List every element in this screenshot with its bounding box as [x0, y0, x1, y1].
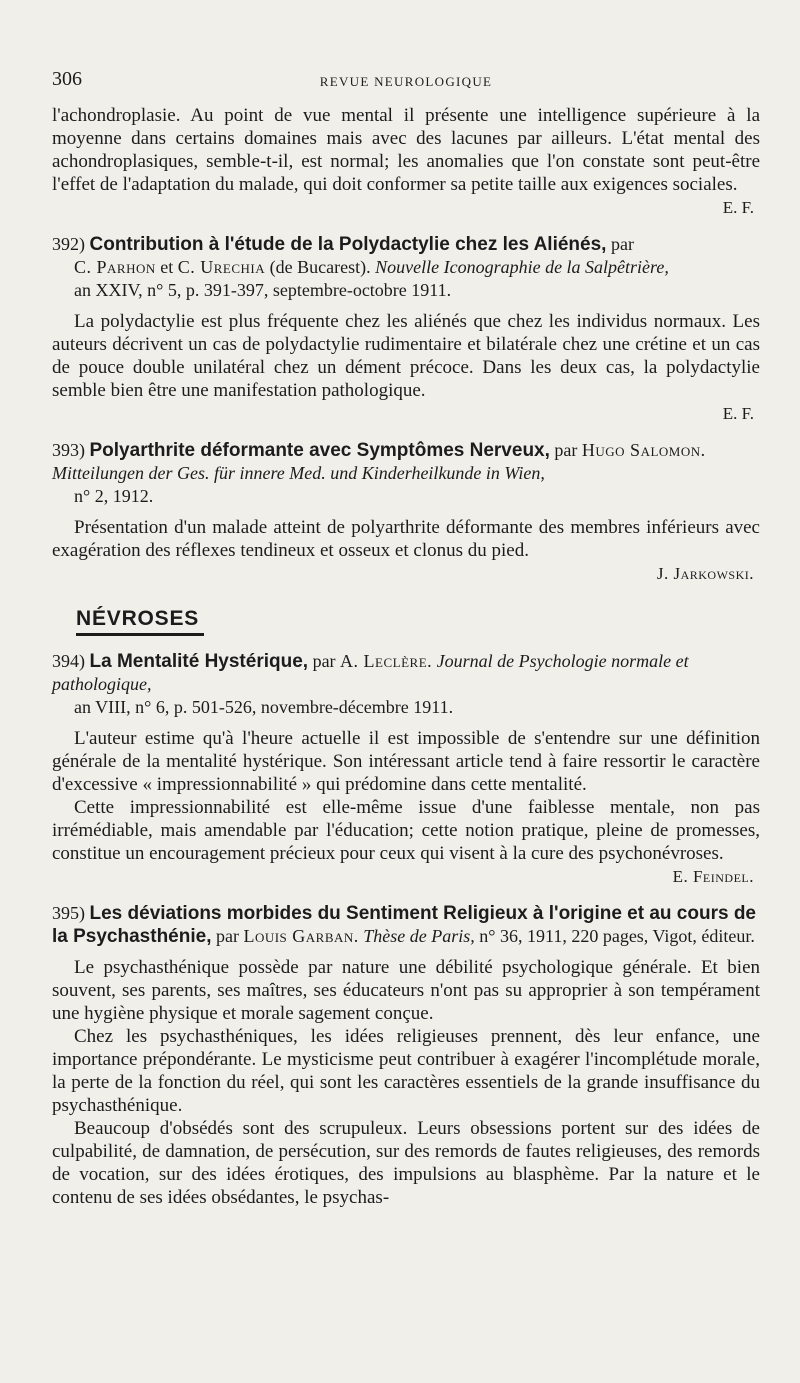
- entry-heading: [52, 902, 760, 948]
- review-entry-392: [52, 233, 760, 425]
- entry-number: 393): [52, 440, 85, 460]
- section-title: NÉVROSES: [76, 607, 200, 630]
- entry-title: La Mentalité Hystérique,: [89, 651, 309, 672]
- entry-number: 395): [52, 903, 85, 923]
- review-entry-395: [52, 902, 760, 1209]
- entry-body: La polydactylie est plus fréquente chez les aliénés que chez les individus normaux. Les auteurs décrivent un cas de polydactylie rudimentaire et bilatérale chez une crétine et un cas de pouce double unilatéral chez un dément précoce. Dans les deux cas, la polydactylie semble bien être une manifestation pathologique.: [52, 311, 760, 401]
- by-word: par: [312, 651, 336, 671]
- review-entry-394: [52, 650, 760, 888]
- entry-citation: an XXIV, n° 5, p. 391-397, septembre-octobre 1911.: [74, 280, 452, 300]
- page-number: 306: [52, 68, 82, 90]
- entry-author: Louis Garban.: [243, 926, 359, 946]
- entry-title: Polyarthrite déformante avec Symptômes Nerveux,: [89, 440, 550, 461]
- intro-review: [52, 104, 760, 219]
- entry-title: Contribution à l'étude de la Polydactylie chez les Aliénés,: [89, 234, 607, 255]
- entry-author: C. Urechia: [177, 257, 266, 277]
- entry-citation: n° 2, 1912.: [74, 486, 154, 506]
- entry-number: 392): [52, 234, 85, 254]
- entry-journal: Nouvelle Iconographie de la Salpêtrière,: [375, 257, 669, 277]
- entry-body: Chez les psychasthéniques, les idées religieuses prennent, dès leur enfance, une importance prépondérante. Le mysticisme peut contribuer à exagérer l'incomplétude morale, la perte de la fonction du réel, qui sont les caractères essentiels de la grande insuffisance du psychasthénique.: [52, 1026, 760, 1116]
- entry-body: Présentation d'un malade atteint de polyarthrite déformante des membres inférieurs avec exagération des réflexes tendineux et osseux et clonus du pied.: [52, 517, 760, 561]
- by-word: par: [554, 440, 578, 460]
- entry-citation: an VIII, n° 6, p. 501-526, novembre-décembre 1911.: [74, 697, 454, 717]
- entry-body: Cette impressionnabilité est elle-même issue d'une faiblesse mentale, non pas irrémédiable, mais amendable par l'éducation; cette notion pratique, pleine de promesses, constitue un encouragement précieux pour ceux qui visent à la cure des psychonévroses.: [52, 797, 760, 864]
- entry-title: Les déviations morbides du Sentiment Religieux à l'origine et au cours de la Psychasthénie,: [52, 903, 757, 947]
- entry-body: Le psychasthénique possède par nature une débilité psychologique générale. Et bien souvent, ses parents, ses maîtres, ses éducateurs n'ont pas su approprier à son tempérament une hygiène physique et morale sagement conçue.: [52, 957, 760, 1024]
- entry-number: 394): [52, 651, 85, 671]
- entry-journal: Mitteilungen der Ges. für innere Med. und Kinderheilkunde in Wien,: [52, 463, 545, 483]
- intro-signature: E. F.: [722, 198, 754, 217]
- entry-author: A. Leclère.: [340, 651, 433, 671]
- entry-author: C. Parhon: [74, 257, 156, 277]
- entry-heading: [52, 650, 760, 719]
- entry-heading: [52, 233, 760, 302]
- entry-journal: Journal de Psychologie normale et pathologique,: [52, 651, 689, 694]
- by-word: par: [610, 234, 634, 254]
- and-word: et: [160, 257, 174, 277]
- intro-text: l'achondroplasie. Au point de vue mental il présente une intelligence supérieure à la moyenne dans certains domaines mais avec des lacunes par ailleurs. L'état mental des achondroplasiques, semble-t-il, est normal; les anomalies que l'on constate sont peut-être l'effet de l'adaptation du malade, qui doit conformer sa petite taille aux exigences sociales.: [52, 105, 760, 195]
- page-header: [52, 68, 760, 94]
- entry-signature: J. Jarkowski.: [656, 564, 754, 583]
- entry-author: Hugo Salomon.: [581, 440, 706, 460]
- section-heading: [52, 607, 760, 636]
- by-word: par: [215, 926, 239, 946]
- entry-journal: Thèse de Paris,: [363, 926, 475, 946]
- section-underline: [76, 633, 204, 636]
- entry-heading: [52, 439, 760, 508]
- journal-page: [52, 68, 760, 1209]
- entry-body: Beaucoup d'obsédés sont des scrupuleux. Leurs obsessions portent sur des idées de culpabilité, de damnation, de persécution, sur des remords de fautes religieuses, des remords de vocation, sur des idées érotiques, des impulsions au blasphème. Par la nature et le contenu de ses idées obsédantes, le psychas-: [52, 1118, 760, 1208]
- review-entry-393: [52, 439, 760, 585]
- entry-body: L'auteur estime qu'à l'heure actuelle il est impossible de s'entendre sur une définition générale de la mentalité hystérique. Son intéressant article tend à faire ressortir le caractère d'excessive « impressionnabilité » qui prédomine dans cette mentalité.: [52, 728, 760, 795]
- entry-citation: n° 36, 1911, 220 pages, Vigot, éditeur.: [479, 926, 755, 946]
- running-title: REVUE NEUROLOGIQUE: [319, 74, 493, 89]
- entry-signature: E. Feindel.: [672, 867, 754, 886]
- entry-signature: E. F.: [722, 404, 754, 423]
- entry-affiliation: (de Bucarest).: [269, 257, 371, 277]
